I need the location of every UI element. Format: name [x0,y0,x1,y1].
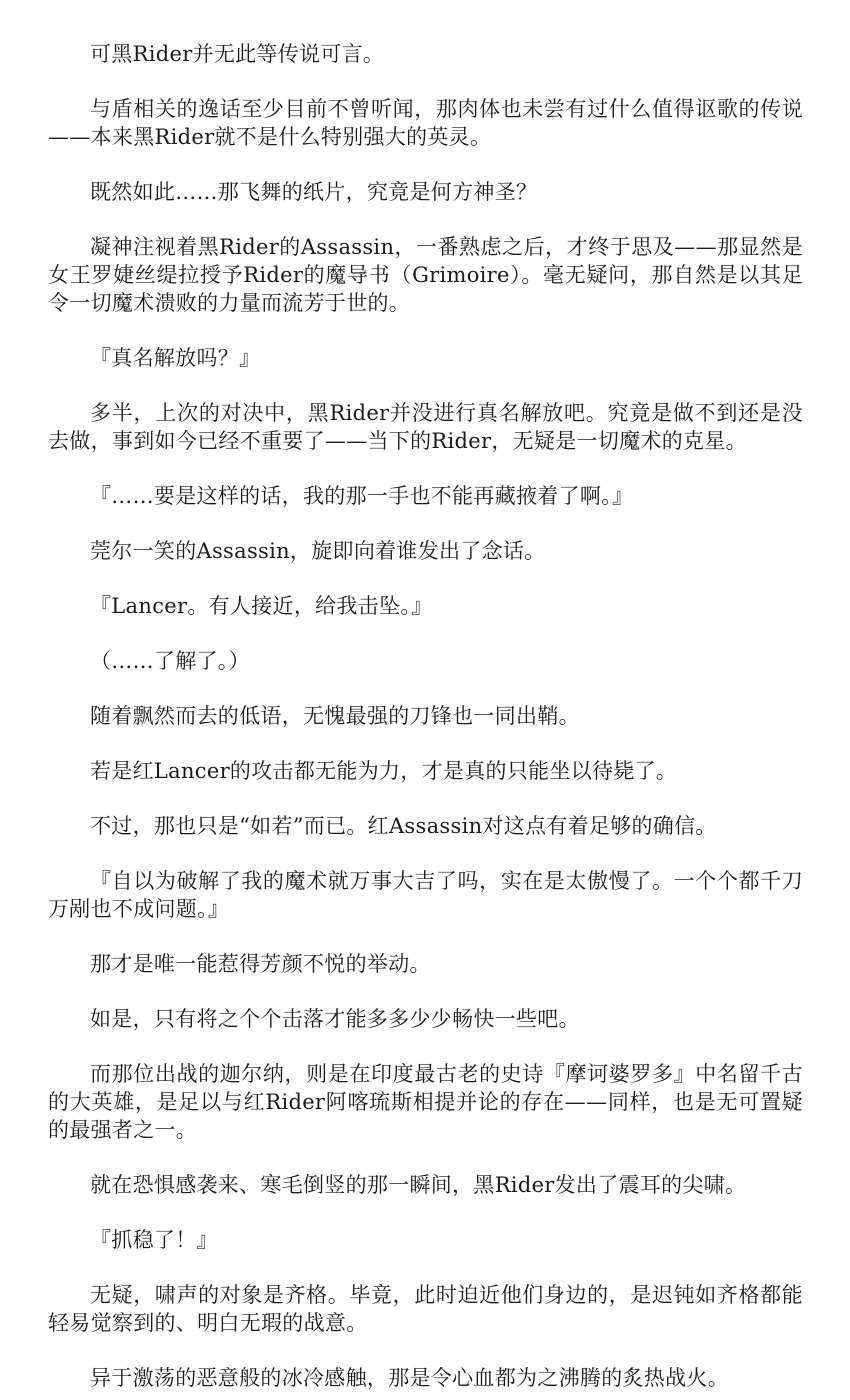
paragraph: 那才是唯一能惹得芳颜不悦的举动。 [90,952,431,976]
paragraph: 凝神注视着黑Rider的Assassin，一番熟虑之后，才终于思及——那显然是女王罗婕丝缇拉授予Rider的魔导书（Grimoire）。毫无疑问，那自然是以其足令一切魔术溃败的力量而流芳于世的。 [48,235,803,315]
paragraph: （……了解了。） [90,649,250,673]
paragraph: 与盾相关的逸话至少目前不曾听闻，那肉体也未尝有过什么值得讴歌的传说——本来黑Rider就不是什么特别强大的英灵。 [48,97,803,149]
paragraph: 既然如此……那飞舞的纸片，究竟是何方神圣？ [90,180,538,204]
paragraph: 无疑，啸声的对象是齐格。毕竟，此时迫近他们身边的，是迟钝如齐格都能轻易觉察到的、明白无瑕的战意。 [48,1283,803,1335]
paragraph: 莞尔一笑的Assassin，旋即向着谁发出了念话。 [90,539,546,563]
paragraph: 『抓稳了！』 [90,1228,218,1252]
paragraph: 而那位出战的迦尔纳，则是在印度最古老的史诗『摩诃婆罗多』中名留千古的大英雄，是足以与红Rider阿喀琉斯相提并论的存在——同样，也是无可置疑的最强者之一。 [48,1062,803,1142]
paragraph: 如是，只有将之个个击落才能多多少少畅快一些吧。 [90,1007,580,1031]
paragraph: 多半，上次的对决中，黑Rider并没进行真名解放吧。究竟是做不到还是没去做，事到如今已经不重要了——当下的Rider，无疑是一切魔术的克星。 [48,401,803,453]
paragraph: 不过，那也只是“如若”而已。红Assassin对这点有着足够的确信。 [90,814,717,838]
paragraph: 异于激荡的恶意般的冰冷感触，那是令心血都为之沸腾的炙热战火。 [90,1366,729,1390]
paragraph: 『……要是这样的话，我的那一手也不能再藏掖着了啊。』 [90,484,634,508]
paragraph: 随着飘然而去的低语，无愧最强的刀锋也一同出鞘。 [90,704,580,728]
paragraph: 可黑Rider并无此等传说可言。 [90,42,385,66]
paragraph: 若是红Lancer的攻击都无能为力，才是真的只能坐以待毙了。 [90,759,678,783]
paragraph: 就在恐惧感袭来、寒毛倒竖的那一瞬间，黑Rider发出了震耳的尖啸。 [90,1173,747,1197]
paragraph: 『真名解放吗？』 [90,346,261,370]
paragraph: 『自以为破解了我的魔术就万事大吉了吗，实在是太傲慢了。一个个都千刀万剐也不成问题。』 [48,869,803,921]
paragraph: 『Lancer。有人接近，给我击坠。』 [90,594,433,618]
